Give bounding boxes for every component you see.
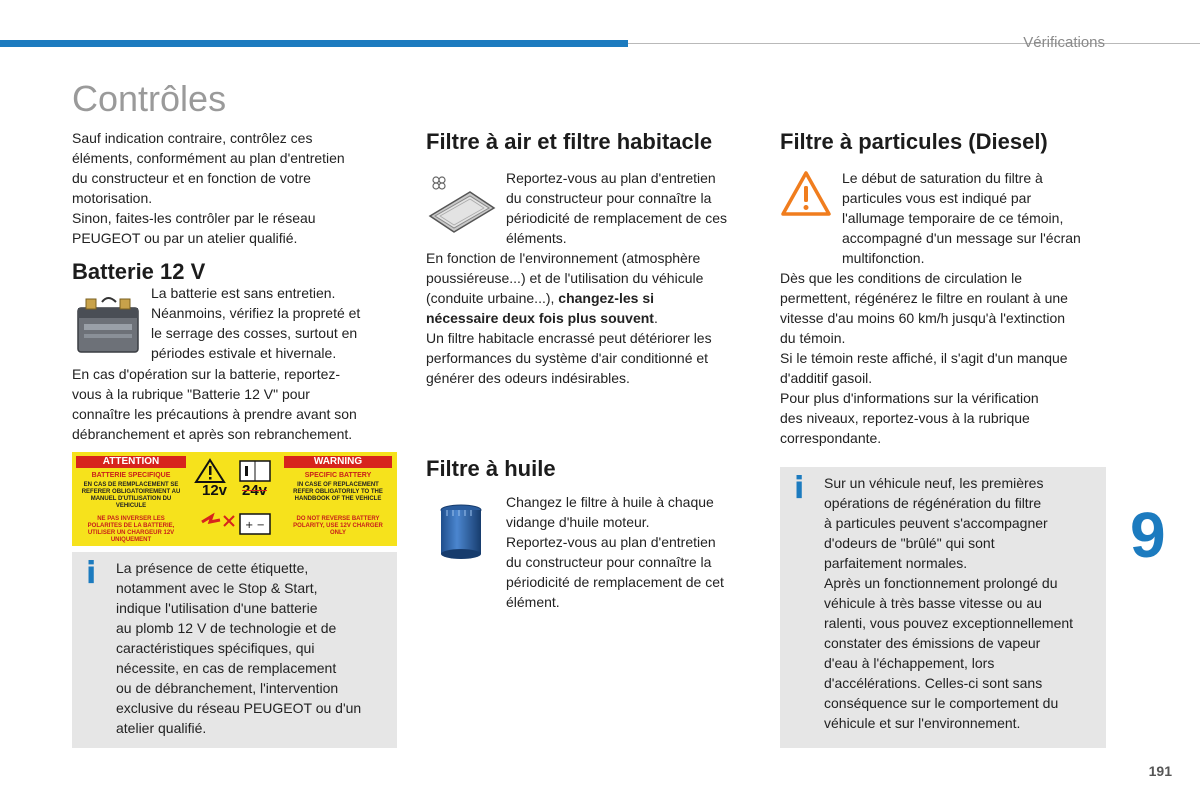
oil-filter-line: du constructeur pour connaître la: [506, 554, 712, 570]
label-12v: 12v: [202, 482, 228, 499]
air-filter-line: [426, 288, 756, 308]
air-filter-line: Un filtre habitacle encrassé peut détériorer les: [426, 330, 712, 346]
info-line: ralenti, vous pouvez exceptionnellement: [824, 615, 1074, 631]
info-line: véhicule et sur l'environnement.: [824, 715, 1021, 731]
battery-line: vous à la rubrique "Batterie 12 V" pour: [72, 386, 310, 402]
oil-filter-line: Reportez-vous au plan d'entretien: [506, 534, 716, 550]
battery-line: débranchement et après son rebranchement.: [72, 426, 353, 442]
info-line: au plomb 12 V de technologie et de: [116, 620, 337, 636]
info-line: notamment avec le Stop & Start,: [116, 580, 318, 596]
info-line: La présence de cette étiquette,: [116, 560, 309, 576]
info-line: Sur un véhicule neuf, les premières: [824, 475, 1044, 491]
intro-line: PEUGEOT ou par un atelier qualifié.: [72, 230, 298, 246]
info-line: indique l'utilisation d'une batterie: [116, 600, 318, 616]
label-warning-header: WARNING: [284, 456, 392, 468]
air-filter-line: En fonction de l'environnement (atmosphère: [426, 250, 701, 266]
battery-heading: Batterie 12 V: [72, 259, 206, 284]
battery-line: Néanmoins, vérifiez la propreté et: [151, 305, 361, 321]
info-line: conséquence sur le comportement du: [824, 695, 1059, 711]
header-rule: [628, 43, 1200, 44]
particle-info-text: [824, 473, 1104, 733]
label-right-bottom: DO NOT REVERSE BATTERY POLARITY, USE 12V CHARGER ONLY: [293, 516, 383, 536]
oil-filter-line: périodicité de remplacement de cet: [506, 574, 724, 590]
air-filter-line: du constructeur pour connaître la: [506, 190, 712, 206]
intro-line: motorisation.: [72, 190, 153, 206]
oil-filter-line: élément.: [506, 594, 560, 610]
oil-filter-text: [506, 492, 756, 612]
battery-line: En cas d'opération sur la batterie, reportez-: [72, 366, 341, 382]
info-icon: i: [794, 471, 805, 506]
oil-filter-icon: [436, 502, 486, 562]
label-charger-icon: [198, 506, 278, 540]
particle-filter-line: vitesse d'au moins 60 km/h jusqu'à l'extinction: [780, 310, 1066, 326]
air-filter-icon: [426, 172, 498, 234]
info-line: atelier qualifié.: [116, 720, 207, 736]
label-left-title: BATTERIE SPECIFIQUE: [91, 472, 171, 479]
page-title: Contrôles: [72, 78, 227, 119]
particle-filter-heading: Filtre à particules (Diesel): [780, 129, 1048, 154]
particle-filter-line: d'additif gasoil.: [780, 370, 873, 386]
oil-filter-line: vidange d'huile moteur.: [506, 514, 650, 530]
particle-filter-line: des niveaux, reportez-vous à la rubrique: [780, 410, 1030, 426]
particle-filter-line: accompagné d'un message sur l'écran: [842, 230, 1081, 246]
intro-line: éléments, conformément au plan d'entretien: [72, 150, 345, 166]
info-line: caractéristiques spécifiques, qui: [116, 640, 315, 656]
particle-filter-line: Le début de saturation du filtre à: [842, 170, 1043, 186]
particle-filter-line: du témoin.: [780, 330, 846, 346]
particle-filter-line: multifonction.: [842, 250, 925, 266]
intro-line: Sinon, faites-les contrôler par le réseau: [72, 210, 316, 226]
battery-line: La batterie est sans entretien.: [151, 285, 336, 301]
air-filter-line: [426, 308, 756, 328]
air-filter-line: générer des odeurs indésirables.: [426, 370, 630, 386]
air-filter-line: performances du système d'air conditionné et: [426, 350, 709, 366]
info-line: nécessite, en cas de remplacement: [116, 660, 337, 676]
air-filter-text-right: [506, 168, 756, 248]
oil-filter-heading: Filtre à huile: [426, 456, 556, 481]
particle-filter-line: Si le témoin reste affiché, il s'agit d'un manque: [780, 350, 1068, 366]
label-left-sub: EN CAS DE REMPLACEMENT SE REFERER OBLIGATOIREMENT AU MANUEL D'UTILISATION DU VEHICULE: [81, 482, 181, 509]
particle-filter-line: Pour plus d'informations sur la vérification: [780, 390, 1039, 406]
particle-filter-text-right: [842, 168, 1102, 268]
air-filter-line: poussiéreuse...) et de l'utilisation du véhicule: [426, 270, 704, 286]
intro-text: [72, 128, 402, 248]
label-24v: 24v: [242, 482, 268, 499]
info-line: constater des émissions de vapeur: [824, 635, 1041, 651]
info-line: ou de débranchement, l'intervention: [116, 680, 339, 696]
battery-text-right: [151, 283, 391, 363]
battery-info-box: [72, 552, 397, 748]
battery-line: connaître les précautions à prendre avant son: [72, 406, 357, 422]
info-line: à particules peuvent s'accompagner: [824, 515, 1048, 531]
air-filter-emphasis: nécessaire deux fois plus souvent: [426, 310, 654, 326]
info-icon: i: [86, 556, 97, 591]
section-label: Vérifications: [1023, 34, 1105, 51]
page-number: 191: [1148, 763, 1172, 779]
air-filter-emphasis: changez-les si: [558, 290, 654, 306]
battery-info-text: [116, 558, 391, 738]
warning-triangle-icon: [780, 170, 832, 218]
battery-warning-label: [72, 452, 397, 546]
label-right-title: SPECIFIC BATTERY: [304, 472, 372, 479]
air-filter-text: .: [653, 310, 658, 326]
intro-line: Sauf indication contraire, contrôlez ces: [72, 130, 313, 146]
info-line: exclusive du réseau PEUGEOT ou d'un: [116, 700, 362, 716]
info-line: opérations de régénération du filtre: [824, 495, 1042, 511]
oil-filter-line: Changez le filtre à huile à chaque: [506, 494, 714, 510]
air-filter-line: Reportez-vous au plan d'entretien: [506, 170, 716, 186]
label-right-sub: IN CASE OF REPLACEMENT REFER OBLIGATORILY TO THE HANDBOOK OF THE VEHICLE: [293, 482, 383, 502]
intro-line: du constructeur et en fonction de votre: [72, 170, 311, 186]
air-filter-text-full: [426, 248, 756, 388]
header-accent-bar: [0, 40, 628, 47]
info-line: d'accélérations. Celles-ci sont sans: [824, 675, 1043, 691]
particle-filter-text-full: [780, 268, 1110, 448]
battery-text-full: [72, 364, 402, 444]
air-filter-line: éléments.: [506, 230, 567, 246]
info-line: d'odeurs de "brûlé" qui sont: [824, 535, 995, 551]
particle-filter-line: permettent, régénérez le filtre en roulant à une: [780, 290, 1068, 306]
particle-filter-info-box: [780, 467, 1106, 748]
label-left-bottom: NE PAS INVERSER LES POLARITES DE LA BATTERIE, UTILISER UN CHARGEUR 12V UNIQUEMENT: [87, 516, 175, 543]
battery-line: le serrage des cosses, surtout en: [151, 325, 358, 341]
info-line: Après un fonctionnement prolongé du: [824, 575, 1058, 591]
label-attention-header: ATTENTION: [76, 456, 186, 468]
air-filter-line: périodicité de remplacement de ces: [506, 210, 728, 226]
info-line: parfaitement normales.: [824, 555, 968, 571]
battery-icon: [72, 290, 144, 358]
info-line: véhicule à très basse vitesse ou au: [824, 595, 1042, 611]
svg-text:+ −: + −: [245, 520, 265, 531]
chapter-number: 9: [1130, 499, 1166, 571]
air-filter-heading: Filtre à air et filtre habitacle: [426, 129, 713, 154]
particle-filter-line: Dès que les conditions de circulation le: [780, 270, 1023, 286]
particle-filter-line: particules vous est indiqué par: [842, 190, 1032, 206]
info-line: d'eau à l'échappement, lors: [824, 655, 995, 671]
particle-filter-line: correspondante.: [780, 430, 882, 446]
air-filter-text: (conduite urbaine...),: [426, 290, 559, 306]
particle-filter-line: l'allumage temporaire de ce témoin,: [842, 210, 1064, 226]
battery-line: périodes estivale et hivernale.: [151, 345, 337, 361]
